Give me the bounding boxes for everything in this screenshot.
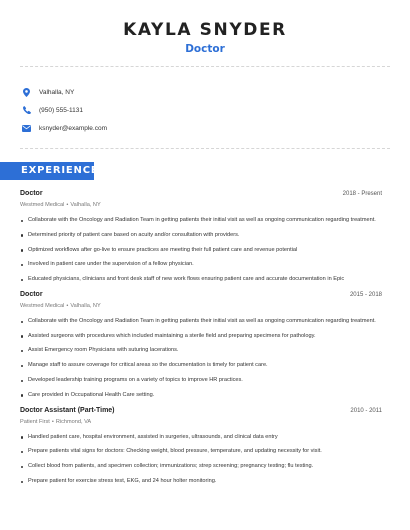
contact-location-text: Valhalla, NY [39,88,75,96]
job-location: Richmond, VA [55,418,92,425]
resume-header [0,0,410,56]
job-dates: 2010 - 2011 [350,407,382,414]
envelope-icon [22,124,31,133]
job-title: Doctor Assistant (Part-Time) [20,406,115,414]
contact-phone-text: (950) 555-1131 [39,106,83,114]
divider-top [20,66,390,67]
job-entry [20,407,382,486]
bullet-item: Collaborate with the Oncology and Radiation Team in getting patients their initial visit as well as ongoing communication regarding treatment. [20,318,382,326]
job-entry [20,190,382,284]
contact-location [22,83,107,101]
bullet-item: Collaborate with the Oncology and Radiation Team in getting patients their initial visit as well as ongoing communication regarding treatment. [20,217,382,225]
job-dates: 2018 - Present [342,191,382,197]
bullet-item: Determined priority of patient care based on acuity and/or consultation with providers. [20,232,382,240]
job-dates: 2015 - 2018 [349,291,382,298]
bullet-item: Optimized workflows after go-live to ensure practices are meeting their full patient care and revenue potential [20,247,382,255]
meta-separator: • [66,202,69,208]
bullet-item: Developed leadership training programs on a variety of topics to improve HR practices. [20,377,382,385]
contact-email [22,119,107,137]
job-title: Doctor [20,290,43,298]
bullet-item: Prepare patients vital signs for doctors: Checking weight, blood pressure, temperature, and updating necessity for visit. [20,448,382,456]
job-header [20,190,382,201]
meta-separator: • [66,302,69,309]
job-meta [20,202,382,211]
job-location: Valhalla, NY [70,302,101,309]
job-entry [20,291,382,400]
section-title-experience: EXPERIENCE [0,162,94,180]
job-meta [20,303,382,312]
contact-email-text: ksnyder@example.com [39,124,108,132]
job-location: Valhalla, NY [70,202,101,208]
bullet-item: Assist Emergency room Physicians with suturing lacerations. [20,347,382,355]
job-company: Patient First [20,418,50,425]
bullet-item: Collect blood from patients, and specimen collection; immunizations; strep screening; pregnancy testing; flu testing. [20,463,382,471]
job-meta [20,419,382,428]
candidate-role: Doctor [185,43,225,55]
meta-separator: • [51,418,54,425]
candidate-name: KAYLA SNYDER [123,20,287,40]
experience-list [20,190,382,493]
job-company: Westmed Medical [20,202,65,208]
bullet-item: Prepare patient for exercise stress test, EKG, and 24 hour holter monitoring. [20,478,382,486]
bullet-item: Assisted surgeons with procedures which included maintaining a sterile field and preparing specimens for pathology. [20,333,382,341]
job-bullets [20,318,382,400]
bullet-item: Handled patient care, hospital environment, assisted in surgeries, ultrasounds, and clinical data entry [20,434,382,442]
bullet-item: Involved in patient care under the supervision of a fellow physician. [20,261,382,269]
job-header [20,291,382,302]
job-header [20,407,382,418]
contact-list [22,83,107,137]
job-company: Westmed Medical [20,302,65,309]
divider-bottom [20,148,390,149]
job-bullets [20,434,382,486]
job-bullets [20,217,382,284]
bullet-item: Educated physicians, clinicians and front desk staff of new work flows ensuring patient care and accurate documentation in Epic [20,276,382,284]
location-pin-icon [22,88,31,97]
bullet-item: Manage staff to assure coverage for critical areas so the documentation is timely for patient care. [20,362,382,370]
job-title: Doctor [20,190,43,197]
contact-phone [22,101,107,119]
phone-icon [22,106,31,115]
bullet-item: Care provided in Occupational Health Care setting. [20,392,382,400]
